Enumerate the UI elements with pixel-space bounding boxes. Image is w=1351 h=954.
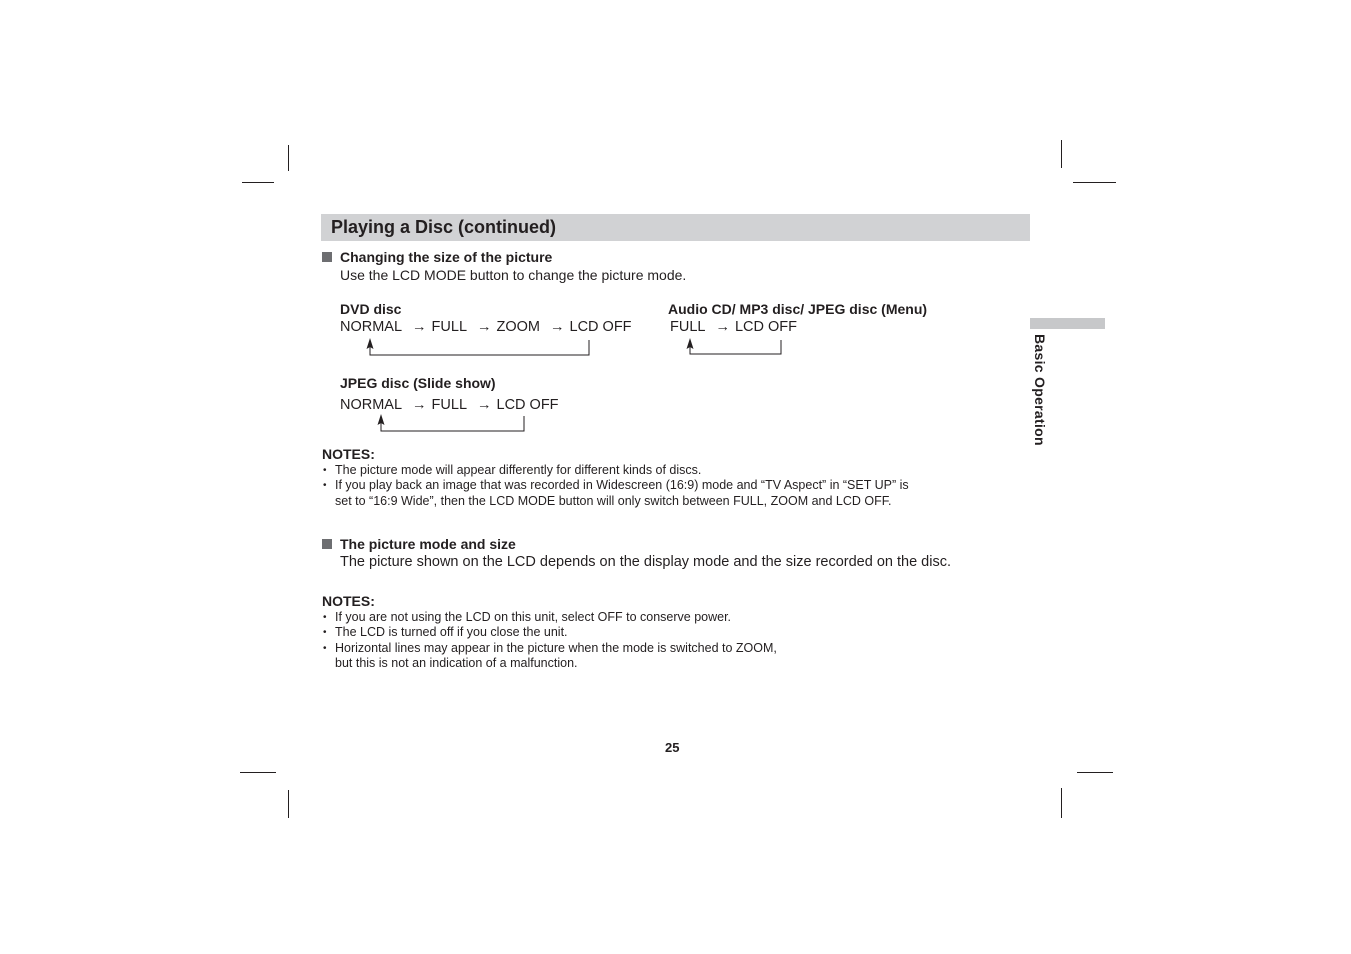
- crop-mark: [240, 772, 276, 773]
- note-item-continued: but this is not an indication of a malfunction.: [335, 656, 578, 670]
- side-tab-marker: [1030, 318, 1105, 329]
- crop-mark: [1061, 140, 1062, 168]
- arrow-right-icon: →: [550, 319, 565, 335]
- page-number: 25: [665, 740, 680, 755]
- dvd-mode-flow: [340, 319, 632, 336]
- crop-mark: [1073, 182, 1116, 183]
- audio-mode-flow: [670, 319, 797, 336]
- arrow-right-icon: →: [477, 397, 492, 413]
- flow-step: LCD OFF: [734, 319, 797, 335]
- note-item: The LCD is turned off if you close the unit.: [335, 625, 568, 639]
- note-item: If you play back an image that was recorded in Widescreen (16:9) mode and “TV Aspect” in “SET UP” is: [335, 478, 909, 492]
- flow-step: NORMAL: [340, 397, 403, 413]
- square-bullet-icon: [322, 252, 332, 262]
- flow-step: LCD OFF: [569, 319, 632, 335]
- flow-step: FULL: [670, 319, 706, 335]
- arrow-right-icon: →: [412, 397, 427, 413]
- crop-mark: [1061, 788, 1062, 818]
- flow-step: NORMAL: [340, 319, 403, 335]
- jpeg-mode-flow: [340, 397, 559, 414]
- dvd-loop-arrow-icon: [364, 338, 594, 358]
- note-item: The picture mode will appear differently for different kinds of discs.: [335, 463, 702, 477]
- side-tab-label: Basic Operation: [1032, 334, 1048, 446]
- audio-disc-label: Audio CD/ MP3 disc/ JPEG disc (Menu): [668, 301, 928, 317]
- flow-step: LCD OFF: [496, 397, 559, 413]
- notes-title: NOTES:: [322, 593, 375, 609]
- section-title-bar: [321, 214, 1030, 241]
- flow-step: FULL: [431, 397, 468, 413]
- crop-mark: [288, 145, 289, 171]
- section1-intro: Use the LCD MODE button to change the picture mode.: [340, 267, 687, 283]
- bullet-icon: •: [323, 627, 327, 638]
- jpeg-slideshow-label: JPEG disc (Slide show): [340, 375, 496, 391]
- section2-intro: The picture shown on the LCD depends on the display mode and the size recorded on the disc.: [340, 554, 951, 570]
- square-bullet-icon: [322, 539, 332, 549]
- flow-step: FULL: [431, 319, 468, 335]
- note-item: If you are not using the LCD on this unit, select OFF to conserve power.: [335, 610, 732, 624]
- page-title: Playing a Disc (continued): [331, 217, 557, 237]
- section2-heading: The picture mode and size: [340, 536, 516, 552]
- note-item: Horizontal lines may appear in the picture when the mode is switched to ZOOM,: [335, 641, 777, 655]
- crop-mark: [242, 182, 274, 183]
- dvd-disc-label: DVD disc: [340, 301, 402, 317]
- arrow-right-icon: →: [715, 319, 730, 335]
- jpeg-loop-arrow-icon: [375, 414, 530, 434]
- note-item-continued: set to “16:9 Wide”, then the LCD MODE button will only switch between FULL, ZOOM and LCD OFF.: [335, 494, 892, 508]
- bullet-icon: •: [323, 612, 327, 623]
- notes-title: NOTES:: [322, 446, 375, 462]
- bullet-icon: •: [323, 465, 327, 476]
- arrow-right-icon: →: [477, 319, 492, 335]
- bullet-icon: •: [323, 480, 327, 491]
- audio-loop-arrow-icon: [684, 338, 786, 358]
- flow-step: ZOOM: [496, 319, 541, 335]
- crop-mark: [288, 790, 289, 818]
- arrow-right-icon: →: [412, 319, 427, 335]
- crop-mark: [1077, 772, 1113, 773]
- bullet-icon: •: [323, 643, 327, 654]
- section1-heading: Changing the size of the picture: [340, 249, 553, 265]
